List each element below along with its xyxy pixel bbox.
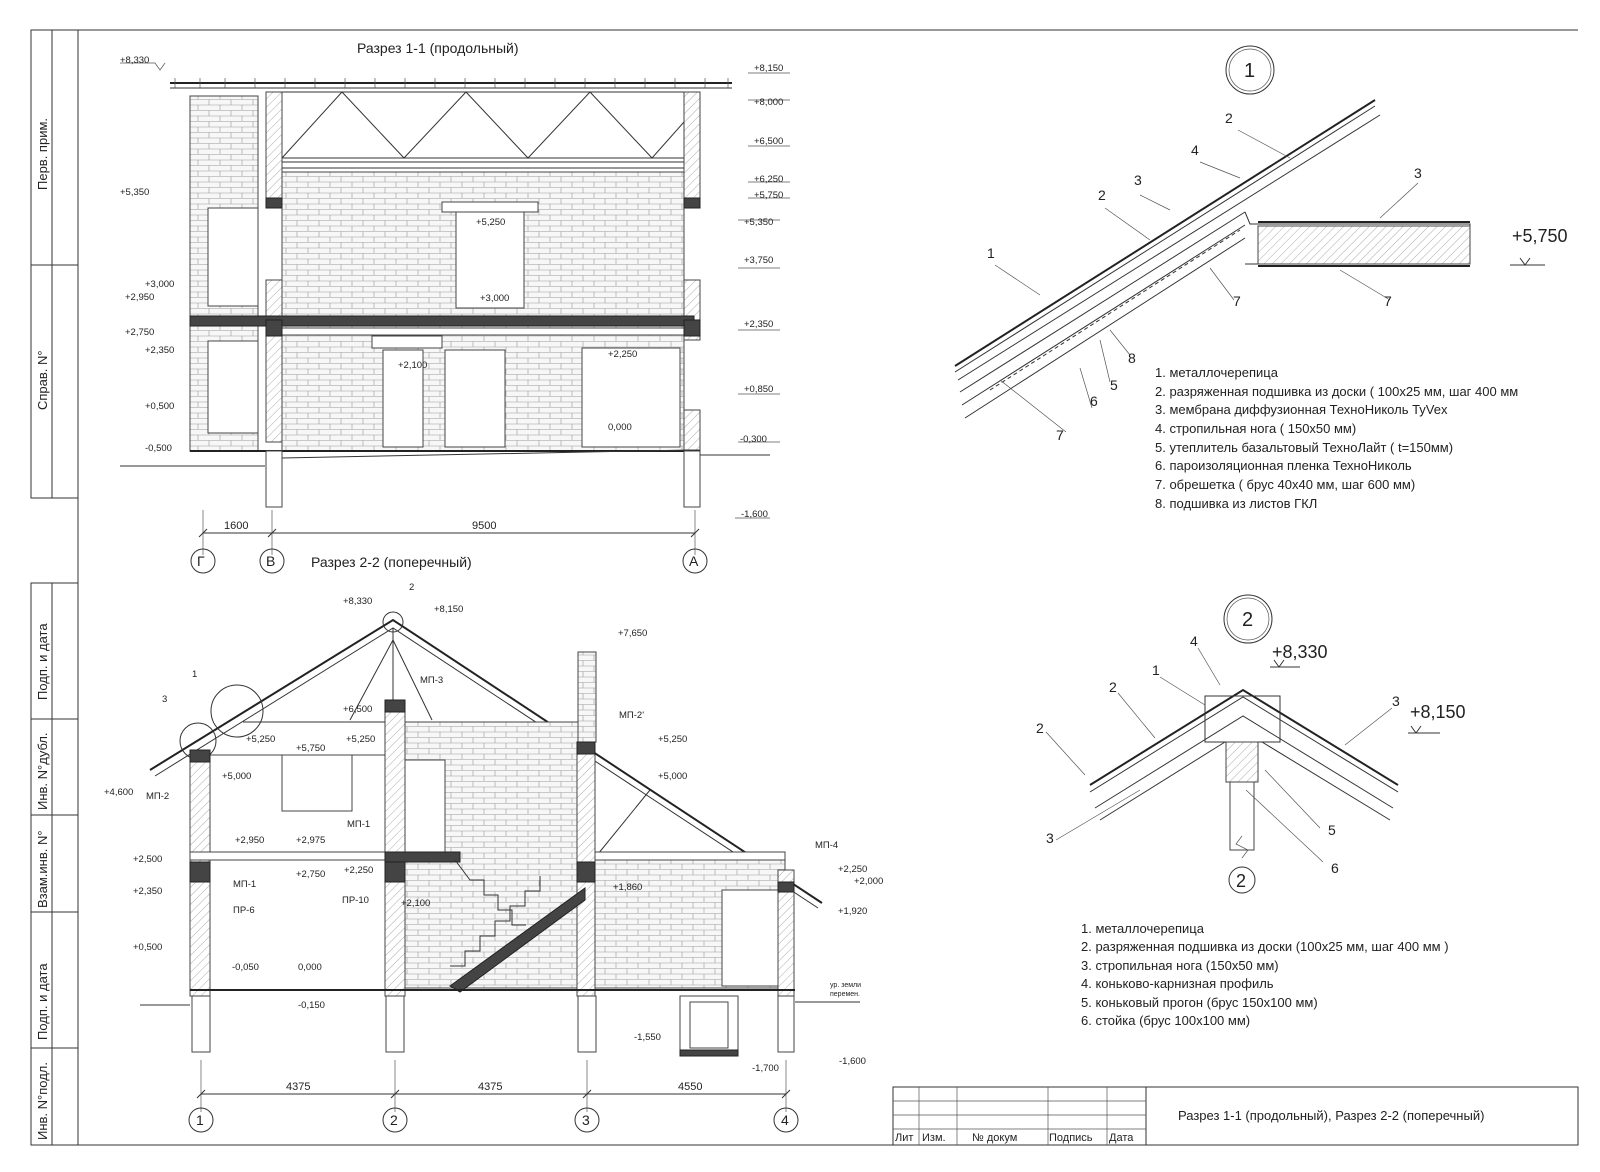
node2-legend-item: 2. разряженная подшивка из доски (100х25 мм, шаг 400 мм ): [1081, 939, 1449, 954]
s2-level: +1,920: [838, 906, 868, 917]
s2-callout: 3: [162, 694, 168, 705]
node1-legend-item: 5. утеплитель базальтовый ТехноЛайт ( t=150мм): [1155, 440, 1454, 455]
s1-level: +3,000: [480, 293, 510, 304]
s2-level: -0,150: [298, 1000, 325, 1011]
section-1-1: [120, 40, 770, 573]
node1-legend-item: 8. подшивка из листов ГКЛ: [1155, 496, 1318, 511]
s2-level: +2,250: [838, 864, 868, 875]
s2-level: +2,500: [133, 854, 163, 865]
node1-number: 1: [1244, 60, 1256, 82]
node2-callout: 3: [1392, 693, 1400, 709]
node1-callout: 3: [1134, 172, 1142, 188]
s1-level: +2,100: [398, 360, 428, 371]
s2-level: +5,250: [346, 734, 376, 745]
s2-level: -0,050: [232, 962, 259, 973]
axis-v: В: [266, 553, 276, 569]
stamp-podp-data-2: Подп. и дата: [35, 963, 50, 1040]
s1-level: +5,350: [744, 217, 774, 228]
s1-level: 0,000: [608, 422, 632, 433]
s2-level: -1,700: [752, 1063, 779, 1074]
s1-level: -0,300: [740, 434, 767, 445]
node1-callout: 8: [1128, 350, 1136, 366]
s2-element-label: МП-2': [619, 710, 645, 721]
s2-level: +2,950: [235, 835, 265, 846]
s1-level: +8,330: [120, 55, 150, 66]
s2-element-label: МП-2: [146, 791, 170, 802]
s1-level: +2,250: [608, 349, 638, 360]
node1-callout: 2: [1225, 110, 1233, 126]
s2-level: +5,000: [658, 771, 688, 782]
node1-callout: 7: [1384, 293, 1392, 309]
s2-level: +2,750: [296, 869, 326, 880]
s2-level: +7,650: [618, 628, 648, 639]
stamp-perv-prim: Перв. прим.: [35, 117, 50, 190]
s2-level: +4,600: [104, 787, 134, 798]
node2-callout: 3: [1046, 830, 1054, 846]
dim-4375-2: 4375: [478, 1081, 503, 1093]
node1-legend-item: 3. мембрана диффузионная ТехноНиколь TyVex: [1155, 402, 1448, 417]
s2-level: -1,550: [634, 1032, 661, 1043]
node1-callout: 3: [1414, 165, 1422, 181]
ground-note: перемен.: [830, 991, 860, 998]
s1-level: +6,250: [754, 174, 784, 185]
dim-9500: 9500: [472, 520, 497, 532]
node2-number-bottom: 2: [1236, 871, 1247, 891]
s2-level: +5,250: [658, 734, 688, 745]
s1-level: +3,000: [145, 279, 175, 290]
s2-element-label: МП-1: [233, 879, 257, 890]
node1-legend-item: 7. обрешетка ( брус 40х40 мм, шаг 600 мм): [1155, 477, 1416, 492]
s2-element-label: МП-1: [347, 819, 371, 830]
stamp-inv-podl: Инв. N°подл.: [35, 1061, 50, 1140]
s2-level: +2,100: [401, 898, 431, 909]
s2-level: +0,500: [133, 942, 163, 953]
node-1: [955, 46, 1568, 511]
node2-legend-item: 5. коньковый прогон (брус 150х100 мм): [1081, 995, 1318, 1010]
stamp-vzam-inv: Взам.инв. N°: [35, 830, 50, 908]
axis-4: 4: [781, 1112, 789, 1128]
s1-level: +5,250: [476, 217, 506, 228]
axis-a: А: [689, 553, 699, 569]
dim-1600: 1600: [224, 520, 249, 532]
stamp-sprav-n: Справ. N°: [35, 350, 50, 410]
node1-legend-item: 6. пароизоляционная пленка ТехноНиколь: [1155, 458, 1412, 473]
tb-col-data: Дата: [1109, 1132, 1134, 1144]
title-block: [893, 1087, 1578, 1145]
s2-level: +8,330: [343, 596, 373, 607]
s2-element-label: МП-3: [420, 675, 444, 686]
s2-callout: 1: [192, 669, 198, 680]
s1-level: +2,350: [744, 319, 774, 330]
dim-4375-1: 4375: [286, 1081, 311, 1093]
node1-callout: 5: [1110, 377, 1118, 393]
node1-callout: 7: [1056, 427, 1064, 443]
s2-level: +2,250: [344, 865, 374, 876]
s2-level: +1,860: [613, 882, 643, 893]
s1-level: +5,750: [754, 190, 784, 201]
s2-element-label: ПР-10: [342, 895, 369, 906]
node2-legend-item: 1. металлочерепица: [1081, 921, 1204, 936]
node1-callout: 1: [987, 245, 995, 261]
tb-col-izm: Изм.: [922, 1132, 946, 1144]
node2-callout: 2: [1109, 679, 1117, 695]
tb-col-lit: Лит: [895, 1132, 914, 1144]
node1-legend-item: 4. стропильная нога ( 150х50 мм): [1155, 421, 1357, 436]
node1-callout: 2: [1098, 187, 1106, 203]
stamp-inv-dubl: Инв. N°дубл.: [35, 732, 50, 810]
node-2: [1036, 595, 1466, 1028]
s1-level: +2,750: [125, 327, 155, 338]
node2-level: +8,150: [1410, 702, 1466, 722]
tb-col-dokum: № докум: [972, 1132, 1018, 1144]
node2-callout: 5: [1328, 822, 1336, 838]
node1-callout: 7: [1233, 293, 1241, 309]
s2-element-label: ПР-6: [233, 905, 255, 916]
s1-level: +2,950: [125, 292, 155, 303]
s2-level: 0,000: [298, 962, 322, 973]
node2-legend-item: 6. стойка (брус 100х100 мм): [1081, 1013, 1251, 1028]
node1-level: +5,750: [1512, 226, 1568, 246]
s2-level: +8,150: [434, 604, 464, 615]
s2-level: +5,000: [222, 771, 252, 782]
s2-element-label: МП-4: [815, 840, 839, 851]
side-stamp: [35, 118, 50, 1140]
node2-callout: 4: [1190, 633, 1198, 649]
sheet-frame: [31, 30, 1578, 1145]
section2-title: Разрез 2-2 (поперечный): [311, 554, 472, 570]
section1-title: Разрез 1-1 (продольный): [357, 40, 519, 56]
s2-level: +2,000: [854, 876, 884, 887]
node2-legend-item: 3. стропильная нога (150х50 мм): [1081, 958, 1279, 973]
node1-callout: 4: [1191, 142, 1199, 158]
s2-level: +5,750: [296, 743, 326, 754]
s2-level: +2,975: [296, 835, 326, 846]
s1-level: +0,850: [744, 384, 774, 395]
s1-level: +8,150: [754, 63, 784, 74]
node1-callout: 6: [1090, 393, 1098, 409]
tb-col-podpis: Подпись: [1049, 1132, 1093, 1144]
stamp-podp-data-1: Подп. и дата: [35, 623, 50, 700]
node2-legend-item: 4. коньково-карнизная профиль: [1081, 976, 1274, 991]
s1-level: +8,000: [754, 97, 784, 108]
node2-callout: 1: [1152, 662, 1160, 678]
s1-level: +5,350: [120, 187, 150, 198]
axis-3: 3: [582, 1112, 590, 1128]
dim-4550: 4550: [678, 1081, 703, 1093]
s2-level: -1,600: [839, 1056, 866, 1067]
axis-2: 2: [390, 1112, 398, 1128]
node2-callout: 2: [1036, 720, 1044, 736]
node1-legend-item: 1. металлочерепица: [1155, 365, 1278, 380]
s1-level: -1,600: [741, 509, 768, 520]
tb-title: Разрез 1-1 (продольный), Разрез 2-2 (поперечный): [1178, 1108, 1485, 1123]
node1-legend-item: 2. разряженная подшивка из доски ( 100х25 мм, шаг 400 мм: [1155, 384, 1519, 399]
s1-level: +2,350: [145, 345, 175, 356]
s2-level: +6,500: [343, 704, 373, 715]
s1-level: +6,500: [754, 136, 784, 147]
axis-g: Г: [197, 553, 205, 569]
s2-callout: 2: [409, 582, 415, 593]
node2-level: +8,330: [1272, 642, 1328, 662]
axis-1: 1: [196, 1112, 204, 1128]
s1-level: +3,750: [744, 255, 774, 266]
s2-level: +2,350: [133, 886, 163, 897]
s1-level: +0,500: [145, 401, 175, 412]
s1-level: -0,500: [145, 443, 172, 454]
node2-callout: 6: [1331, 860, 1339, 876]
ground-note: ур. земли: [830, 982, 862, 989]
s2-level: +5,250: [246, 734, 276, 745]
node2-number: 2: [1242, 609, 1254, 631]
